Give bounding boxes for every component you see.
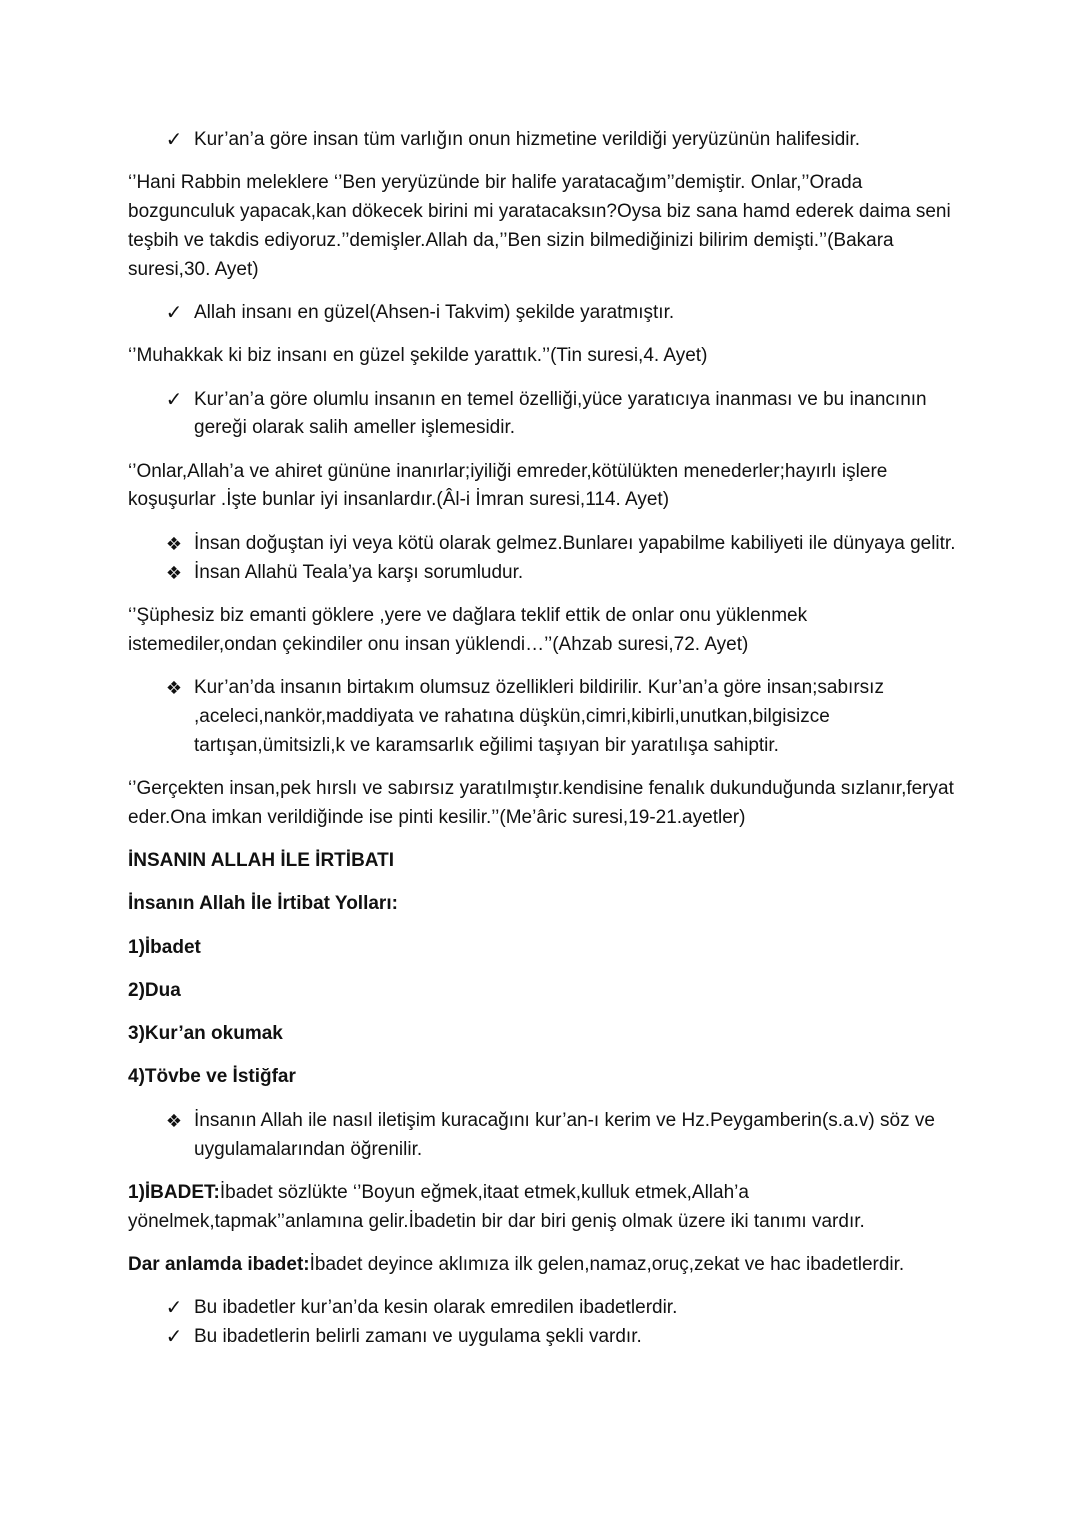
list-item bbox=[128, 674, 960, 760]
list-item bbox=[128, 530, 960, 559]
list-item-text: Bu ibadetler kur’an’da kesin olarak emredilen ibadetlerdir. bbox=[194, 1297, 678, 1319]
quote-tin: ‘’Muhakkak ki biz insanı en güzel şekilde yarattık.’’(Tin suresi,4. Ayet) bbox=[128, 345, 708, 367]
dar-anlamda-text: İbadet deyince aklımıza ilk gelen,namaz,oruç,zekat ve hac ibadetlerdir. bbox=[309, 1253, 905, 1275]
quote-bakara: ‘’Hani Rabbin meleklere ‘’Ben yeryüzünde bir halife yaratacağım’’demiştir. Onlar,’’Orada bozgunculuk yapacak,kan dökecek birini mi yaratacaksın?Oysa biz sana hamd ederek daima seni teşbih ve takdis ediyoruz.’’demişler.Allah da,’’Ben sizin bilmediğinizi bilirim demişti.’’(Bakara suresi,30. Ayet) bbox=[128, 172, 951, 280]
diamond-list-2 bbox=[128, 674, 960, 760]
checkmark-icon: ✓ bbox=[165, 301, 183, 324]
section-heading: İNSANIN ALLAH İLE İRTİBATI bbox=[128, 849, 394, 871]
check-list-4 bbox=[128, 1294, 960, 1352]
check-list-2 bbox=[128, 299, 960, 328]
diamond-list-3 bbox=[128, 1107, 960, 1165]
checkmark-icon: ✓ bbox=[165, 129, 183, 151]
diamond-bullet-icon: ❖ bbox=[165, 677, 183, 698]
list-item bbox=[128, 1323, 960, 1352]
ibadet-text: İbadet sözlükte ‘’Boyun eğmek,itaat etmek,kulluk etmek,Allah’a yönelmek,tapmak’’anlamına gelir.İbadetin bir dar biri geniş olmak üzere iki tanımı vardır. bbox=[128, 1181, 865, 1232]
subsection-heading: İnsanın Allah İle İrtibat Yolları: bbox=[128, 893, 398, 915]
list-item-text: İnsan doğuştan iyi veya kötü olarak gelmez.Bunlarеı yapabilme kabiliyeti ile dünyaya gelitr. bbox=[194, 532, 956, 554]
list-item bbox=[128, 1107, 960, 1165]
checkmark-icon: ✓ bbox=[165, 388, 183, 411]
check-list-3 bbox=[128, 386, 960, 444]
diamond-bullet-icon: ❖ bbox=[165, 533, 183, 554]
list-item-text: İnsan Allahü Teala’ya karşı sorumludur. bbox=[194, 561, 524, 583]
way-item-tovbe: 4)Tövbe ve İstiğfar bbox=[128, 1066, 296, 1088]
dar-anlamda-label: Dar anlamda ibadet: bbox=[128, 1253, 310, 1275]
list-item-text: Kur’an’da insanın birtakım olumsuz özellikleri bildirilir. Kur’an’a göre insan;sabırsız ,aceleci,nankör,maddiyata ve rahatına düşkün,cimri,kibirli,unutkan,bilgisizce tartışan,ümitsizli,k ve karamsarlık eğilimi taşıyan bir yaratılışa sahiptir. bbox=[194, 676, 884, 756]
list-item bbox=[128, 126, 960, 155]
quote-mearic: ‘’Gerçekten insan,pek hırslı ve sabırsız yaratılmıştır.kendisine fenalık dukunduğunda sızlanır,feryat eder.Ona imkan verildiğinde ise pinti kesilir.’’(Me’âric suresi,19-21.ayetler) bbox=[128, 777, 954, 828]
check-list-1 bbox=[128, 126, 960, 155]
diamond-list-1 bbox=[128, 530, 960, 588]
quote-ahzab: ‘’Şüphesiz biz emanti göklere ,yere ve dağlara teklif ettik de onlar onu yüklenmek istemediler,ondan çekindiler onu insan yüklendi…’’(Ahzab suresi,72. Ayet) bbox=[128, 604, 808, 655]
dar-anlamda-definition bbox=[128, 1251, 960, 1280]
checkmark-icon: ✓ bbox=[165, 1297, 183, 1320]
way-item-ibadet: 1)İbadet bbox=[128, 936, 201, 958]
diamond-bullet-icon: ❖ bbox=[165, 562, 183, 583]
ibadet-label: 1)İBADET: bbox=[128, 1181, 220, 1203]
list-item-text: Allah insanı en güzel(Ahsen-i Takvim) şekilde yaratmıştır. bbox=[194, 301, 675, 323]
list-item-text: Kur’an’a göre insan tüm varlığın onun hizmetine verildiği yeryüzünün halifesidir. bbox=[194, 129, 861, 150]
list-item bbox=[128, 386, 960, 444]
ibadet-definition bbox=[128, 1179, 960, 1237]
list-item-text: İnsanın Allah ile nasıl iletişim kuracağını kur’an-ı kerim ve Hz.Peygamberin(s.a.v) söz ve uygulamalarından öğrenilir. bbox=[194, 1109, 935, 1160]
checkmark-icon: ✓ bbox=[165, 1326, 183, 1348]
list-item-text: Kur’an’a göre olumlu insanın en temel özelliği,yüce yaratıcıya inanması ve bu inancının gereği olarak salih ameller işlemesidir. bbox=[194, 388, 927, 439]
way-item-dua: 2)Dua bbox=[128, 979, 181, 1001]
diamond-bullet-icon: ❖ bbox=[165, 1110, 183, 1131]
quote-al-i-imran: ‘’Onlar,Allah’a ve ahiret gününe inanırlar;iyiliği emreder,kötülükten menederler;hayırlı işlere koşuşurlar .İşte bunlar iyi insanlardır.(Âl-i İmran suresi,114. Ayet) bbox=[128, 460, 888, 511]
way-item-kuran-okumak: 3)Kur’an okumak bbox=[128, 1023, 283, 1045]
list-item bbox=[128, 559, 960, 588]
list-item-text: Bu ibadetlerin belirli zamanı ve uygulama şekli vardır. bbox=[194, 1326, 642, 1347]
list-item bbox=[128, 299, 960, 328]
list-item bbox=[128, 1294, 960, 1323]
